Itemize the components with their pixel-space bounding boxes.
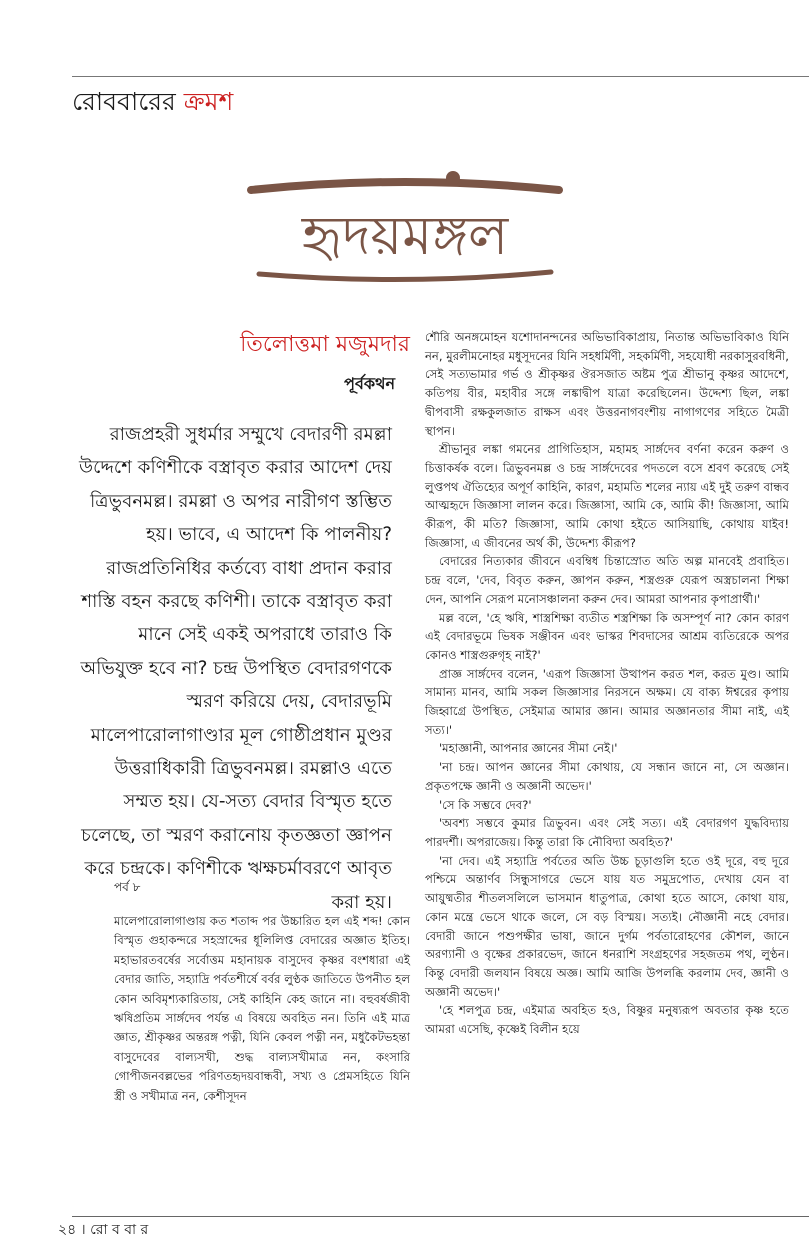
masthead-logo-art: [245, 170, 565, 288]
header-rule: [72, 76, 809, 77]
prologue-summary: রাজপ্রহরী সুধর্মার সম্মুখে বেদারণী রমল্লা উদ্দেশে কণিশীকে বস্ত্রাবৃত করার আদেশ দেয় ত্রিভুবনমল্ল। রমল্লা ও অপর নারীগণ স্তম্ভিত হয়। ভাবে, এ আদেশ কি পালনীয়? রাজপ্রতিনিধির কর্তব্যে বাধা প্রদান করার শাস্তি বহন করছে কণিশী। তাকে বস্ত্রাবৃত করা মানে সেই একই অপরাধে তারাও কি অভিযুক্ত হবে না? চন্দ্র উপস্থিত বেদারগণকে স্মরণ করিয়ে দেয়, বেদারভূমি মালেপারোলাগাণ্ডার মূল গোষ্ঠীপ্রধান মুণ্ডর উত্তরাধিকারী ত্রিভুবনমল্ল। রমল্লাও এতে সম্মত হয়। যে-সত্য বেদার বিস্মৃত হতে চলেছে, তা স্মরণ করানোয় কৃতজ্ঞতা জ্ঞাপন করে চন্দ্রকে। কণিশীকে ঋক্ষচর্মাবরণে আবৃত করা হয়।: [78, 424, 392, 913]
masthead-logo: [245, 170, 565, 288]
paragraph: বেদারের নিত্যকার জীবনে এবম্বিধ চিন্তাস্রোত অতি অল্প মানবেই প্রবাহিত। চন্দ্র বলে, 'দেব, বিবৃত করুন, জ্ঞাপন করুন, শস্ত্রগুরু যেরূপ অস্ত্রচালনা শিক্ষা দেন, আপনি সেরূপ মনোসঞ্চালনা করুন দেব। আমরা আপনার কৃপাপ্রার্থী।': [425, 554, 789, 606]
paragraph: 'না দেব। এই সহ্যাদ্রি পর্বতের অতি উচ্চ চূড়াগুলি হতে ওই দূরে, বহু দূরে পশ্চিমে অন্তার্ণব সিন্ধুসাগরে ভেসে যায় যত সমুদ্রপোত, দেখায় যেন বা আয়ুষ্মতীর শীতলসলিলে ভাসমান ধাতুপাত্র, কোথা হতে আসে, কোথা যায়, কোন মন্ত্রে ভেসে থাকে জলে, সে বড় বিস্ময়। সত্যই। নৌজ্ঞানী নহে বেদার। বেদারী জানে পশুপক্ষীর ভাষা, জানে দুর্গম পর্বতারোহণের কৌশল, জানে অরণ্যানী ও বৃক্ষের প্রকারভেদ, জানে ধনরাশি সংগ্রহণের সহজতম পথ, লুণ্ঠন। কিন্তু বেদারী জলযান বিষয়ে অজ্ঞ। আমি আজি উপলব্ধি করলাম দেব, জ্ঞানী ও অজ্ঞানী অভেদ।': [425, 853, 789, 999]
section-header: [72, 86, 233, 118]
left-column-text: মালেপারোলাগাণ্ডায় কত শতাব্দ পর উচ্চারিত হল এই শব্দ! কোন বিস্মৃত গুহাকন্দরে সহস্রাব্দের ধূলিলিপ্ত বেদারের অজ্ঞাত ইতিহ। মহাভারতবর্ষের সর্বোত্তম মহানায়ক বাসুদেব কৃষ্ণর বংশধারা এই বেদার জাতি, সহ্যাদ্রি পর্বতশীর্ষে বর্বর লুণ্ঠক জাতিতে উপনীত হল কোন অবিমৃশ্যকারিতায়, সেই কাহিনি কেহ জানে না। বহুবর্ষজীবী ঋষিপ্রতিম সার্ঙ্গদেব পর্যন্ত এ বিষয়ে অবহিত নন। তিনি এই মাত্র জ্ঞাত, শ্রীকৃষ্ণর অন্তরঙ্গ পত্নী, যিনি কেবল পত্নী নন, মধুকৈটভহন্তা বাসুদেবের বাল্যসখী, শুদ্ধ বাল্যসখীমাত্র নন, কংসারি গোপীজনবল্লভের পরিণতহৃদয়বান্ধবী, সখ্য ও প্রেমসহিতে যিনি স্ত্রী ও সখীমাত্র নন, কেশীসূদন: [114, 914, 410, 1103]
section-header-accent: ক্রমশ: [183, 87, 234, 116]
paragraph: 'হে শলপুত্র চন্দ্র, এইমাত্র অবহিত হও, বিষ্ণুর মনুষ্যরূপ অবতার কৃষ্ণ হতে আমরা এসেছি, কৃষ্ণেই বিলীন হয়ে: [425, 1003, 789, 1037]
paragraph: প্রাজ্ঞ সার্ঙ্গদেব বলেন, 'এরূপ জিজ্ঞাসা উত্থাপন করত শল, করত মুণ্ড। আমি সামান্য মানব, আমি সকল জিজ্ঞাসার নিরসনে অক্ষম। যে বাক্য ঈশ্বরের কৃপায় জিহ্বাগ্রে উপস্থিত, সেইমাত্র আমার জ্ঞান। আমার অজ্ঞানতার সীমা নাই, এই সত্য।': [425, 666, 789, 737]
masthead-title: হৃদয়মঙ্গল: [301, 204, 509, 267]
author-name: তিলোত্তমা মজুমদার: [240, 332, 410, 357]
paragraph: 'মহাজ্ঞানী, আপনার জ্ঞানের সীমা নেই।': [439, 741, 618, 756]
footer-separator: ।: [80, 1222, 86, 1238]
paragraph: 'না চন্দ্র। আপন জ্ঞানের সীমা কোথায়, যে সন্ধান জানে না, সে অজ্ঞান। প্রকৃতপক্ষে জ্ঞানী ও অজ্ঞানী অভেদ।': [425, 760, 789, 793]
magazine-name: রো ব বা র: [90, 1222, 149, 1238]
paragraph: 'অবশ্য সম্ভবে কুমার ত্রিভুবন। এবং সেই সত্য। এই বেদারগণ যুদ্ধবিদ্যায় পারদর্শী। অপরাজেয়। কিন্তু তারা কি নৌবিদ্যা অবহিত?': [425, 816, 789, 849]
paragraph: 'সে কি সম্ভবে দেব?': [439, 797, 532, 812]
right-column: [425, 328, 789, 1039]
paragraph: শ্রীভানুর লঙ্কা গমনের প্রাগিতিহাস, মহামহ সার্ঙ্গদেব বর্ণনা করেন করুণ ও চিত্তাকর্ষক বলে। ত্রিভুবনমল্ল ও চন্দ্র সার্ঙ্গদেবের পদতলে বসে শ্রবণ করেছে সেই লুপ্তপথ ঐতিহ্যের অপূর্ণ কাহিনি, কারণ, মহামতি শলের ন্যায় এই দুই তরুণ বান্ধব আত্মহৃদে জিজ্ঞাসা লালন করে। জিজ্ঞাসা, আমি কে, আমি কী! জিজ্ঞাসা, আমি কীরূপ, কী মতি? জিজ্ঞাসা, আমি কোথা হইতে আসিয়াছি, কোথায় যাইব! জিজ্ঞাসা, এ জীবনের অর্থ কী, উদ্দেশ্য কীরূপ?: [425, 442, 789, 550]
page-footer: [58, 1220, 148, 1240]
footer-rule: [72, 1216, 809, 1217]
prologue-label: পূর্বকথন: [344, 374, 395, 393]
episode-label: পর্ব ৮: [114, 880, 141, 894]
paragraph: শৌরি অনঙ্গমোহন যশোদানন্দনের অভিভাবিকাপ্রায়, নিতান্ত অভিভাবিকাও যিনি নন, মুরলীমনোহর মধুসূদনের যিনি সহধর্মিণী, সহকর্মিণী, সহযোধী নরকাসুরবধিনী, সেই সত্যভামার গর্ভ ও শ্রীকৃষ্ণর ঔরসজাত অষ্টম পুত্র শ্রীভানু কৃষ্ণর আদেশে, কতিপয় বীর, মহাবীর সঙ্গে লঙ্কাদ্বীপ যাত্রা করেছিলেন। উদ্দেশ্য ছিল, লঙ্কা দ্বীপবাসী রক্ষকুলজাত রাক্ষস এবং উত্তরনাগবংশীয় নাগাগণের সহিতে মৈত্রী স্থাপন।: [425, 330, 789, 438]
paragraph: মল্ল বলে, 'হে ঋষি, শাস্ত্রশিক্ষা ব্যতীত শস্ত্রশিক্ষা কি অসম্পূর্ণ না? কোন কারণ এই বেদারভূমে ভিষক সঞ্জীবন এবং ভাস্কর শিবদাসের আশ্রম ব্যতিরেকে অপর কোনও শাস্ত্রগুরুগৃহ নাই?': [425, 610, 789, 662]
section-header-prefix: রোববারের: [72, 87, 184, 116]
page-number: ২৪: [58, 1222, 77, 1238]
